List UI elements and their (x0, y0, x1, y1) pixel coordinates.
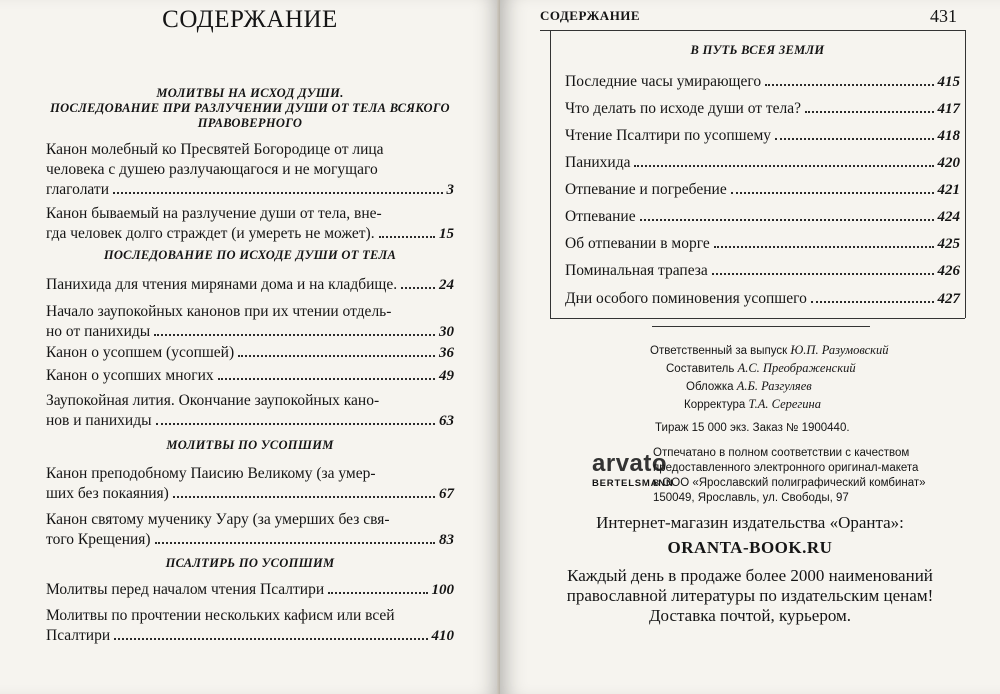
page-number: 67 (439, 486, 454, 502)
page-number: 415 (937, 74, 960, 90)
toc-entry[interactable]: Дни особого поминовения усопшего 427 (565, 290, 960, 307)
dot-leader (731, 192, 934, 194)
dot-leader (155, 542, 435, 544)
page-number: 426 (937, 263, 960, 279)
dot-leader (775, 138, 933, 140)
dot-leader (238, 355, 435, 357)
section-heading: В ПУТЬ ВСЕЯ ЗЕМЛИ (690, 43, 825, 57)
shop-line: Интернет-магазин издательства «Оранта»: (596, 513, 904, 532)
page-number: 100 (431, 582, 454, 598)
dot-leader (114, 638, 427, 640)
dot-leader (634, 165, 933, 167)
page-number: 427 (937, 291, 960, 307)
toc-entry[interactable]: Канон святому мученику Уару (за умерших без свя- того Крещения) 83 (46, 511, 454, 548)
page-number: 63 (439, 413, 454, 429)
credits-rule (652, 326, 870, 327)
page-title: СОДЕРЖАНИЕ (162, 6, 338, 33)
printer-logo: arvato BERTELSMANN (592, 450, 674, 489)
dot-leader (328, 592, 427, 594)
ad-text: Каждый день в продаже более 2000 наименований православной литературы по издательским ценам! Доставка почтой, курьером. (566, 566, 934, 625)
page-number: 15 (439, 226, 454, 242)
toc-entry[interactable]: Канон преподобному Паисию Великому (за умер- ших без покаяния) 67 (46, 465, 454, 502)
dot-leader (811, 301, 934, 303)
toc-entry[interactable]: Панихида для чтения мирянами дома и на кладбище. 24 (46, 276, 454, 293)
running-head: СОДЕРЖАНИЕ (540, 8, 641, 23)
page-number: 420 (937, 155, 960, 171)
dot-leader (712, 273, 934, 275)
page-number: 83 (439, 532, 454, 548)
dot-leader (154, 334, 435, 336)
page-number: 410 (431, 628, 454, 644)
toc-entry[interactable]: Канон бываемый на разлучение души от тела, вне- гда человек долго страждет (и умереть не может). 15 (46, 205, 454, 242)
toc-entry[interactable]: Об отпевании в морге 425 (565, 235, 960, 252)
page-number: 3 (446, 182, 454, 198)
folio-number: 431 (930, 6, 957, 26)
dot-leader (805, 111, 933, 113)
page-number: 49 (439, 368, 454, 384)
page-number: 424 (937, 209, 960, 225)
printer-info: Отпечатано в полном соответствии с качеством предоставленного электронного оригинал-макета в ООО «Ярославский полиграфический комбинат» 150049, Ярославль, ул. Свободы, 97 (653, 447, 926, 504)
credit-line: Обложка А.Б. Разгуляев (686, 379, 812, 393)
frame-bottom-rule (550, 318, 965, 319)
dot-leader (218, 378, 435, 380)
credit-line: Ответственный за выпуск Ю.П. Разумовский (650, 343, 889, 357)
page-number: 417 (937, 101, 960, 117)
section-heading: МОЛИТВЫ НА ИСХОД ДУШИ. ПОСЛЕДОВАНИЕ ПРИ РАЗЛУЧЕНИИ ДУШИ ОТ ТЕЛА ВСЯКОГО ПРАВОВЕРНОГО (50, 86, 450, 130)
dot-leader (379, 236, 435, 238)
toc-entry[interactable]: Последние часы умирающего 415 (565, 73, 960, 90)
toc-entry[interactable]: Поминальная трапеза 426 (565, 262, 960, 279)
toc-entry[interactable]: Молитвы по прочтении нескольких кафисм или всей Псалтири 410 (46, 607, 454, 644)
credits-block (600, 342, 900, 414)
toc-entry[interactable]: Канон о усопшем (усопшей) 36 (46, 344, 454, 361)
toc-entry[interactable]: Отпевание и погребение 421 (565, 181, 960, 198)
page-number: 418 (937, 128, 960, 144)
dot-leader (765, 84, 933, 86)
section-heading: ПСАЛТИРЬ ПО УСОПШИМ (165, 556, 335, 570)
section-heading: МОЛИТВЫ ПО УСОПШИМ (166, 438, 334, 452)
toc-entry[interactable]: Канон молебный ко Пресвятей Богородице от лица человека с душею разлучающагося и не могущаго глаголати 3 (46, 141, 454, 198)
dot-leader (173, 496, 435, 498)
section-heading: ПОСЛЕДОВАНИЕ ПО ИСХОДЕ ДУШИ ОТ ТЕЛА (103, 248, 397, 262)
page-number: 421 (937, 182, 960, 198)
dot-leader (156, 423, 435, 425)
page-number: 24 (439, 277, 454, 293)
toc-entry[interactable]: Что делать по исходе души от тела? 417 (565, 100, 960, 117)
toc-entry[interactable]: Начало заупокойных канонов при их чтении отдель- но от панихиды 30 (46, 303, 454, 340)
toc-entry[interactable]: Заупокойная лития. Окончание заупокойных кано- нов и панихиды 63 (46, 392, 454, 429)
shop-url[interactable]: ORANTA-BOOK.RU (667, 538, 833, 557)
credit-line: Корректура Т.А. Серегина (684, 397, 821, 411)
dot-leader (714, 246, 934, 248)
page-number: 30 (439, 324, 454, 340)
toc-entry[interactable]: Канон о усопших многих 49 (46, 367, 454, 384)
page-number: 425 (937, 236, 960, 252)
print-run: Тираж 15 000 экз. Заказ № 1900440. (655, 422, 850, 434)
toc-entry[interactable]: Чтение Псалтири по усопшему 418 (565, 127, 960, 144)
toc-entry[interactable]: Панихида 420 (565, 154, 960, 171)
toc-entry[interactable]: Отпевание 424 (565, 208, 960, 225)
dot-leader (401, 287, 435, 289)
credit-line: Составитель А.С. Преображенский (666, 361, 856, 375)
dot-leader (113, 192, 443, 194)
toc-entry[interactable]: Молитвы перед началом чтения Псалтири 100 (46, 581, 454, 598)
dot-leader (640, 219, 934, 221)
page-number: 36 (439, 345, 454, 361)
